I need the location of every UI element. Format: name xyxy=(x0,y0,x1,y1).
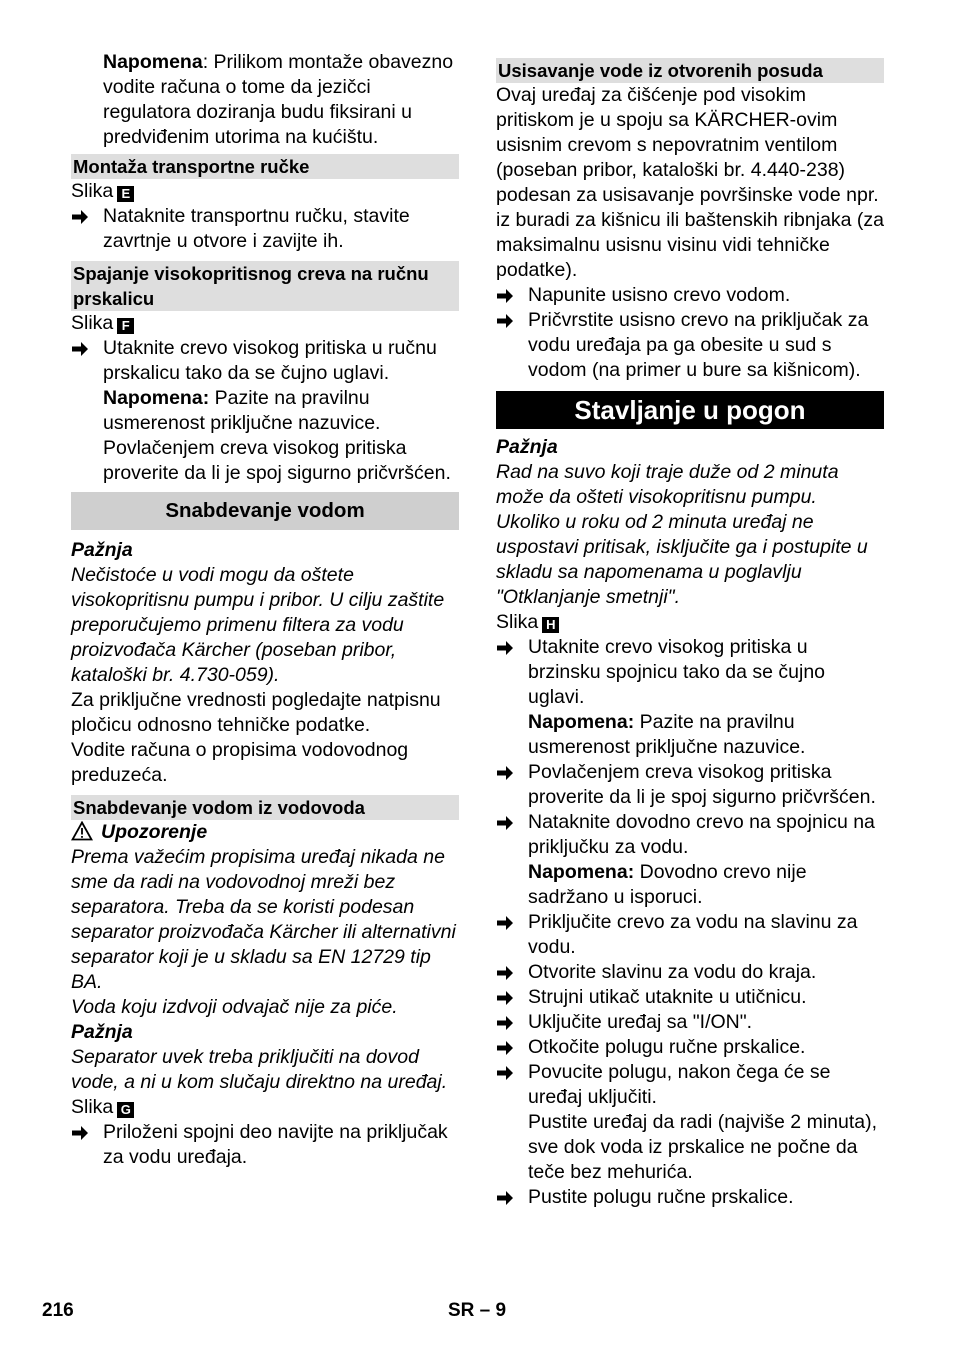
step-note: Pustite uređaj da radi (najviše 2 minuta), sve dok voda iz prskalice ne počne da teče bez mehurića. xyxy=(528,1111,878,1183)
step-item: Otvorite slavinu za vodu do kraja. xyxy=(496,960,884,985)
arrow-right-icon xyxy=(496,283,518,308)
figure-ref-e: Slika E xyxy=(71,179,459,204)
heading-water-supply: Snabdevanje vodom xyxy=(71,492,459,530)
step-item: Uključite uređaj sa "I/ON". xyxy=(496,1010,884,1035)
arrow-right-icon xyxy=(496,910,518,935)
heading-suction: Usisavanje vode iz otvorenih posuda xyxy=(496,58,884,83)
arrow-right-icon xyxy=(71,204,93,229)
heading-start-up: Stavljanje u pogon xyxy=(496,391,884,429)
heading-transport-handle: Montaža transportne ručke xyxy=(71,154,459,179)
step-item: Povucite polugu, nakon čega će se uređaj uključiti. xyxy=(496,1060,884,1110)
arrow-right-icon xyxy=(496,960,518,985)
attention-text: Nečistoće u vodi mogu da oštete visokopritisnu pumpu i pribor. U cilju zaštite preporučujemo primenu filtera za vodu proizvođača Kärcher (poseban pribor, kataloški br. 4.730-059). xyxy=(71,564,445,686)
figure-ref-f: Slika F xyxy=(71,311,459,336)
section-page-label: SR – 9 xyxy=(448,1300,507,1321)
right-column xyxy=(496,58,884,1210)
figure-ref-h: Slika H xyxy=(496,610,884,635)
step-item: Otkočite polugu ručne prskalice. xyxy=(496,1035,884,1060)
step-item: Priključite crevo za vodu na slavinu za vodu. xyxy=(496,910,884,960)
attention-label: Pažnja xyxy=(71,539,133,561)
arrow-right-icon xyxy=(496,760,518,785)
arrow-right-icon xyxy=(496,810,518,835)
hose-note: Napomena: Pazite na pravilnu usmerenost priključne nazuvice. Povlačenjem creva visokog pritiska proverite da li je spoj sigurno pričvršćen. xyxy=(103,387,451,484)
arrow-right-icon xyxy=(71,1120,93,1145)
arrow-right-icon xyxy=(71,336,93,361)
figure-f-icon: F xyxy=(117,318,134,334)
step-item: Priloženi spojni deo navijte na priključak za vodu uređaja. xyxy=(71,1120,459,1170)
left-column xyxy=(71,50,459,1170)
figure-h-icon: H xyxy=(542,617,559,633)
figure-e-icon: E xyxy=(117,186,134,202)
figure-g-icon: G xyxy=(117,1102,134,1118)
step-note: Napomena: Pazite na pravilnu usmerenost priključne nazuvice. xyxy=(528,711,806,758)
arrow-right-icon xyxy=(496,1035,518,1060)
step-item: Strujni utikač utaknite u utičnicu. xyxy=(496,985,884,1010)
paragraph: Za priključne vrednosti pogledajte natpisnu pločicu odnosno tehničke podatke. xyxy=(71,689,441,736)
step-item: Nataknite dovodno crevo na spojnicu na priključku za vodu. xyxy=(496,810,884,860)
arrow-right-icon xyxy=(496,1010,518,1035)
arrow-right-icon xyxy=(496,635,518,660)
attention-label: Pažnja xyxy=(496,436,558,458)
step-item: Pričvrstite usisno crevo na priključak za vodu uređaja pa ga obesite u sud s vodom (na primer u bure sa kišnicom). xyxy=(496,308,884,383)
note-text: : Prilikom montaže obavezno vodite računa o tome da jezičci regulatora doziranja budu fiksirani u predviđenim utorima na kućištu. xyxy=(103,51,454,148)
paragraph: Ovaj uređaj za čišćenje pod visokim pritiskom je u spoju sa KÄRCHER-ovim usisnim crevom s nepovratnim ventilom (poseban pribor, kataloški br. 4.440-238) podesan za usisavanje površinske vode npr. iz buradi za kišnicu ili baštenskih ribnjaka (za maksimalnu usisnu visinu vidi tehničke podatke). xyxy=(496,84,885,281)
arrow-right-icon xyxy=(496,1060,518,1085)
warning-label: Upozorenje xyxy=(71,820,459,845)
warning-triangle-icon xyxy=(71,821,93,841)
attention-text: Separator uvek treba priključiti na dovod vode, a ni u kom slučaju direktno na uređaj. xyxy=(71,1046,448,1093)
arrow-right-icon xyxy=(496,308,518,333)
page-number: 216 xyxy=(42,1300,74,1321)
figure-ref-g: Slika G xyxy=(71,1095,459,1120)
step-item: Utaknite crevo visokog pritiska u brzinsku spojnicu tako da se čujno uglavi. xyxy=(496,635,884,710)
attention-label: Pažnja xyxy=(71,1021,133,1043)
warning-text: Voda koju izdvoji odvajač nije za piće. xyxy=(71,996,398,1018)
montage-note xyxy=(71,50,459,150)
heading-hose-connection: Spajanje visokopritisnog creva na ručnu prskalicu xyxy=(71,261,459,311)
step-item: Pustite polugu ručne prskalice. xyxy=(496,1185,884,1210)
paragraph: Vodite računa o propisima vodovodnog preduzeća. xyxy=(71,739,409,786)
note-label: Napomena xyxy=(103,51,203,73)
arrow-right-icon xyxy=(496,985,518,1010)
step-item: Utaknite crevo visokog pritiska u ručnu prskalicu tako da se čujno uglavi. xyxy=(71,336,459,386)
step-item: Napunite usisno crevo vodom. xyxy=(496,283,884,308)
heading-mains-supply: Snabdevanje vodom iz vodovoda xyxy=(71,795,459,820)
step-item: Nataknite transportnu ručku, stavite zavrtnje u otvore i zavijte ih. xyxy=(71,204,459,254)
arrow-right-icon xyxy=(496,1185,518,1210)
step-note: Napomena: Dovodno crevo nije sadržano u isporuci. xyxy=(528,861,807,908)
step-item: Povlačenjem creva visokog pritiska proverite da li je spoj sigurno pričvršćen. xyxy=(496,760,884,810)
attention-text: Rad na suvo koji traje duže od 2 minuta može da ošteti visokopritisnu pumpu. Ukoliko u roku od 2 minuta uređaj ne uspostavi pritisak, isključite ga i postupite u skladu sa napomenama u poglavlju "Otklanjanje smetnji". xyxy=(496,461,868,608)
warning-text: Prema važećim propisima uređaj nikada ne sme da radi na vodovodnoj mreži bez separatora. Treba da se koristi podesan separator proizvođača Kärcher ili alternativni separator koji je u skladu sa EN 12729 tip BA. xyxy=(71,846,456,993)
